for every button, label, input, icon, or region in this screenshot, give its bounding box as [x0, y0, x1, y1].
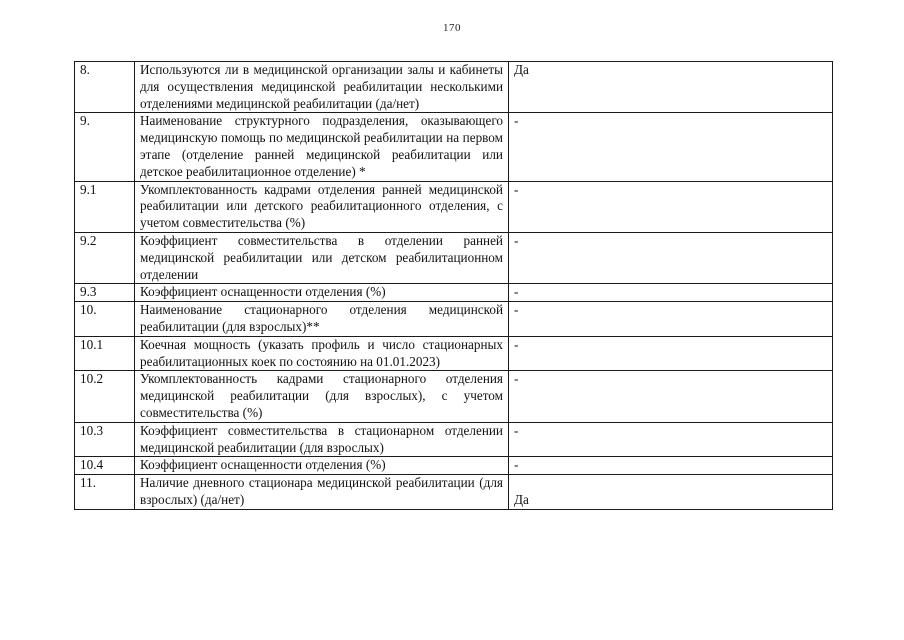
row-question: Наличие дневного стационара медицинской реабилитации (для взрослых) (да/нет) [135, 475, 509, 510]
row-number: 9.3 [75, 284, 135, 302]
row-answer: - [509, 457, 833, 475]
row-question: Используются ли в медицинской организации залы и кабинеты для осуществления медицинской реабилитации несколькими отделениями медицинской реабилитации (да/нет) [135, 62, 509, 113]
table-row [75, 232, 833, 283]
table-row [75, 62, 833, 113]
row-question: Коэффициент совместительства в стационарном отделении медицинской реабилитации (для взрослых) [135, 422, 509, 457]
row-number: 8. [75, 62, 135, 113]
row-answer: - [509, 422, 833, 457]
row-question: Укомплектованность кадрами стационарного отделения медицинской реабилитации (для взрослых), с учетом совместительства (%) [135, 371, 509, 422]
row-answer: - [509, 284, 833, 302]
row-answer: Да [509, 475, 833, 510]
row-number: 11. [75, 475, 135, 510]
table-row [75, 181, 833, 232]
row-answer: - [509, 113, 833, 181]
table-row [75, 302, 833, 337]
table-row [75, 336, 833, 371]
row-answer: - [509, 181, 833, 232]
row-number: 10.2 [75, 371, 135, 422]
table-row [75, 371, 833, 422]
row-question: Коэффициент оснащенности отделения (%) [135, 284, 509, 302]
row-question: Коэффициент совместительства в отделении ранней медицинской реабилитации или детском реабилитационном отделении [135, 232, 509, 283]
table-row [75, 457, 833, 475]
row-number: 10. [75, 302, 135, 337]
row-answer: - [509, 336, 833, 371]
row-question: Наименование структурного подразделения, оказывающего медицинскую помощь по медицинской реабилитации на первом этапе (отделение ранней медицинской реабилитации или детское реабилитационное отделение) * [135, 113, 509, 181]
page-number: 170 [443, 22, 461, 34]
row-number: 10.1 [75, 336, 135, 371]
row-question: Коэффициент оснащенности отделения (%) [135, 457, 509, 475]
row-answer: - [509, 371, 833, 422]
row-number: 9.1 [75, 181, 135, 232]
table-row [75, 284, 833, 302]
row-number: 9.2 [75, 232, 135, 283]
row-answer: - [509, 232, 833, 283]
row-question: Наименование стационарного отделения медицинской реабилитации (для взрослых)** [135, 302, 509, 337]
row-question: Укомплектованность кадрами отделения ранней медицинской реабилитации или детского реабилитационного отделения, с учетом совместительства (%) [135, 181, 509, 232]
row-number: 10.4 [75, 457, 135, 475]
row-number: 10.3 [75, 422, 135, 457]
table-row [75, 113, 833, 181]
questionnaire-table [74, 61, 833, 510]
row-number: 9. [75, 113, 135, 181]
row-answer: Да [509, 62, 833, 113]
row-answer: - [509, 302, 833, 337]
table-row [75, 475, 833, 510]
table-row [75, 422, 833, 457]
row-question: Коечная мощность (указать профиль и число стационарных реабилитационных коек по состоянию на 01.01.2023) [135, 336, 509, 371]
